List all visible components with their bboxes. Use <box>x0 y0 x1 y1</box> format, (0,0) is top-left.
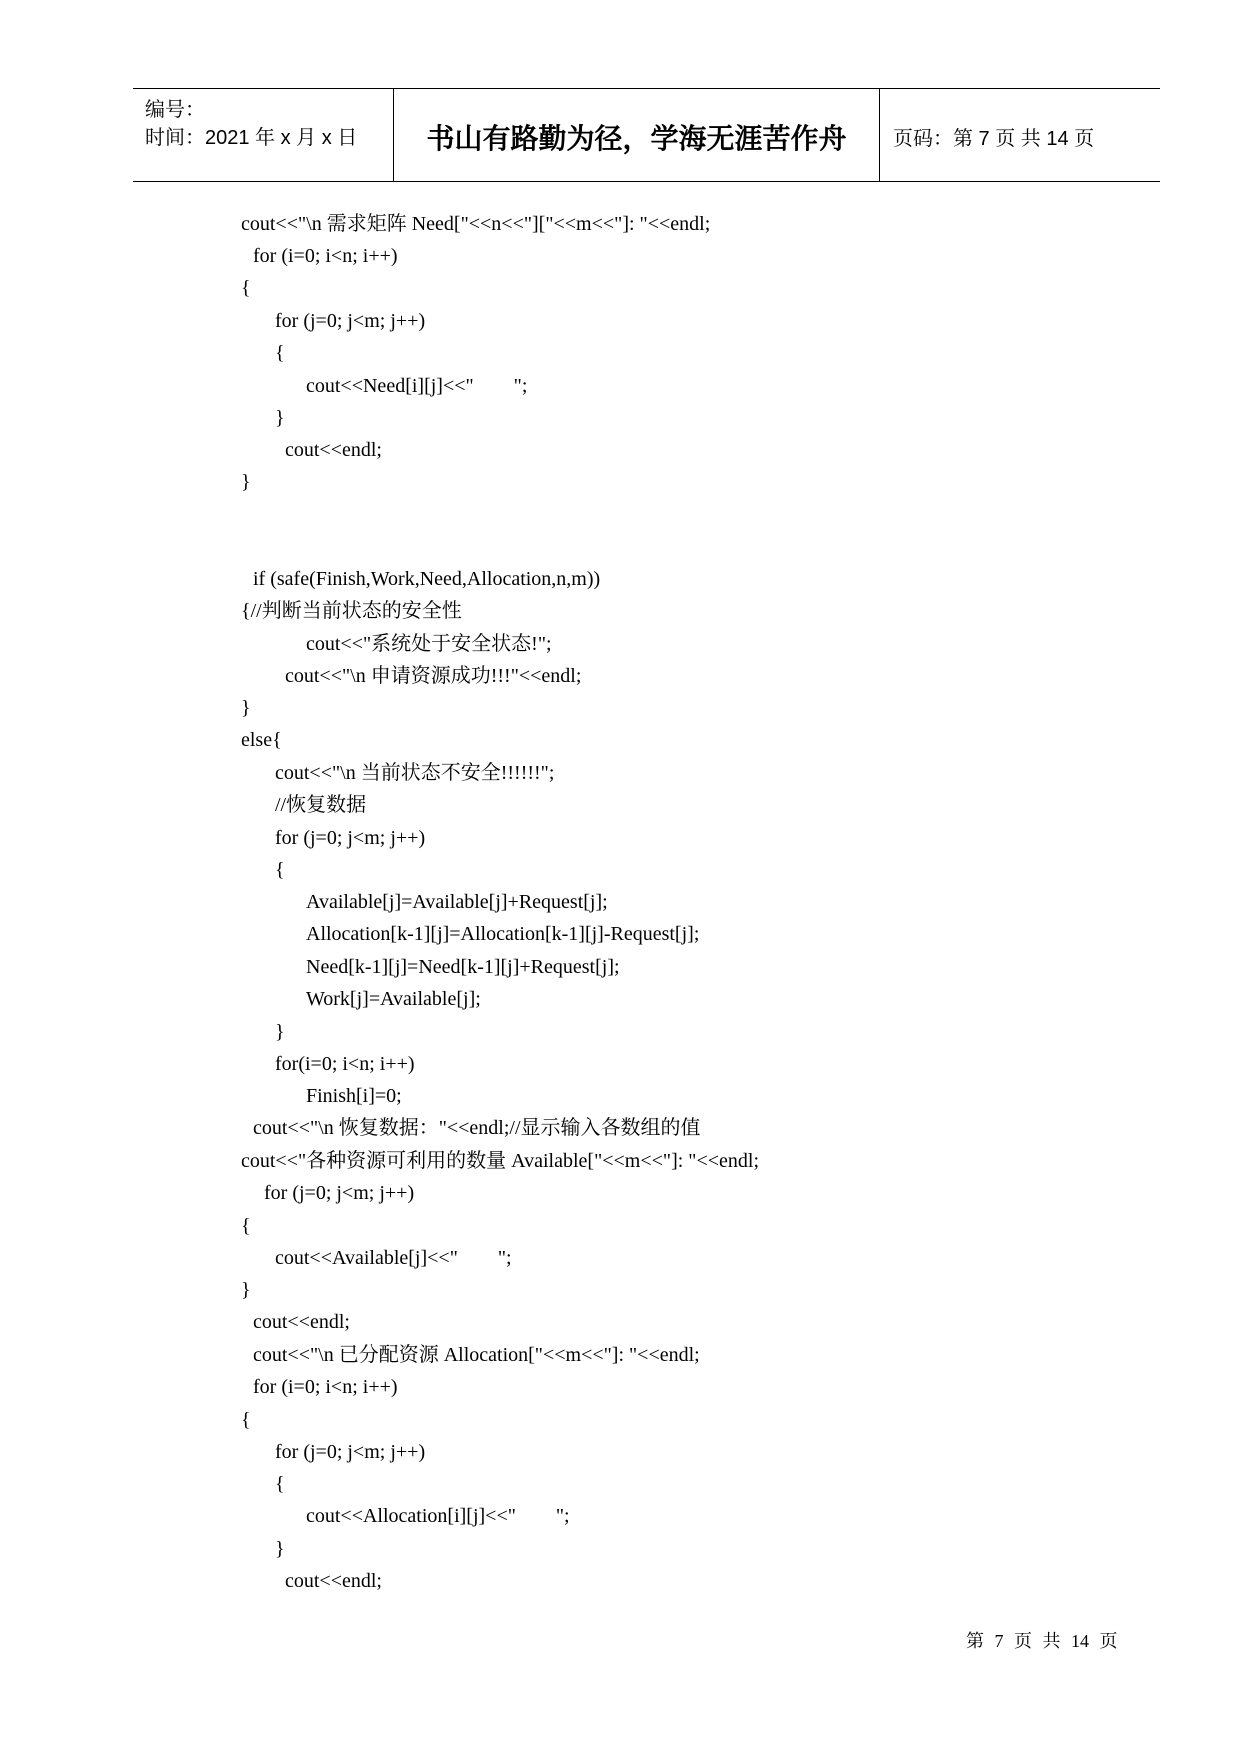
code-line: } <box>275 407 285 429</box>
header-number-label: 编号： <box>145 99 205 121</box>
code-line: } <box>275 1538 285 1560</box>
code-line: Available[j]=Available[j]+Request[j]; <box>306 891 608 913</box>
header-page-info: 页码：第 7 页 共 14 页 <box>893 128 1095 150</box>
code-line: cout<<"\n 已分配资源 Allocation["<<m<<"]: "<<endl; <box>253 1344 700 1366</box>
code-line: else{ <box>241 729 282 751</box>
code-line: } <box>241 471 251 493</box>
code-line: for (i=0; i<n; i++) <box>253 245 398 267</box>
code-line: cout<<"\n 恢复数据："<<endl;//显示输入各数组的值 <box>253 1117 701 1139</box>
code-line: cout<<"系统处于安全状态!"; <box>306 633 552 655</box>
page-header <box>133 88 1160 182</box>
page-footer: 第 7 页 共 14 页 <box>966 1631 1118 1651</box>
code-line: cout<<"\n 当前状态不安全!!!!!!"; <box>275 762 555 784</box>
code-line: cout<<Available[j]<<" "; <box>275 1247 512 1269</box>
code-line: cout<<Need[i][j]<<" "; <box>306 375 528 397</box>
code-line: } <box>241 697 251 719</box>
code-line: cout<<endl; <box>253 1311 350 1333</box>
code-line: { <box>275 859 285 881</box>
code-line: Work[j]=Available[j]; <box>306 988 481 1010</box>
code-line: { <box>241 1215 251 1237</box>
header-time-label: 时间：2021 年 x 月 x 日 <box>145 127 358 149</box>
code-line: for (j=0; j<m; j++) <box>275 310 426 332</box>
header-meta <box>133 89 394 181</box>
code-line: { <box>275 1473 285 1495</box>
code-line: } <box>275 1021 285 1043</box>
code-line: for (i=0; i<n; i++) <box>253 1376 398 1398</box>
code-line: if (safe(Finish,Work,Need,Allocation,n,m)) <box>253 568 601 590</box>
code-line: { <box>275 342 285 364</box>
code-line: cout<<Allocation[i][j]<<" "; <box>306 1505 570 1527</box>
code-line: cout<<endl; <box>285 439 382 461</box>
code-line: { <box>241 1409 251 1431</box>
code-line: for (j=0; j<m; j++) <box>275 827 426 849</box>
header-motto: 书山有路勤为径，学海无涯苦作舟 <box>426 122 847 155</box>
header-page-cell <box>881 89 1160 181</box>
code-line: //恢复数据 <box>275 794 367 816</box>
code-line: cout<<"各种资源可利用的数量 Available["<<m<<"]: "<<endl; <box>241 1150 760 1172</box>
code-line: for (j=0; j<m; j++) <box>264 1182 415 1204</box>
code-line: Need[k-1][j]=Need[k-1][j]+Request[j]; <box>306 956 620 978</box>
code-line: for(i=0; i<n; i++) <box>275 1053 415 1075</box>
code-line: } <box>241 1279 251 1301</box>
code-line: Allocation[k-1][j]=Allocation[k-1][j]-Request[j]; <box>306 923 700 945</box>
code-line: cout<<"\n 需求矩阵 Need["<<n<<"]["<<m<<"]: "<<endl; <box>241 213 711 235</box>
code-line: cout<<"\n 申请资源成功!!!"<<endl; <box>285 665 582 687</box>
code-line: Finish[i]=0; <box>306 1085 402 1107</box>
code-line: { <box>241 277 251 299</box>
header-motto-cell <box>394 89 880 181</box>
code-line: {//判断当前状态的安全性 <box>241 600 462 622</box>
code-line: for (j=0; j<m; j++) <box>275 1441 426 1463</box>
code-line: cout<<endl; <box>285 1570 382 1592</box>
